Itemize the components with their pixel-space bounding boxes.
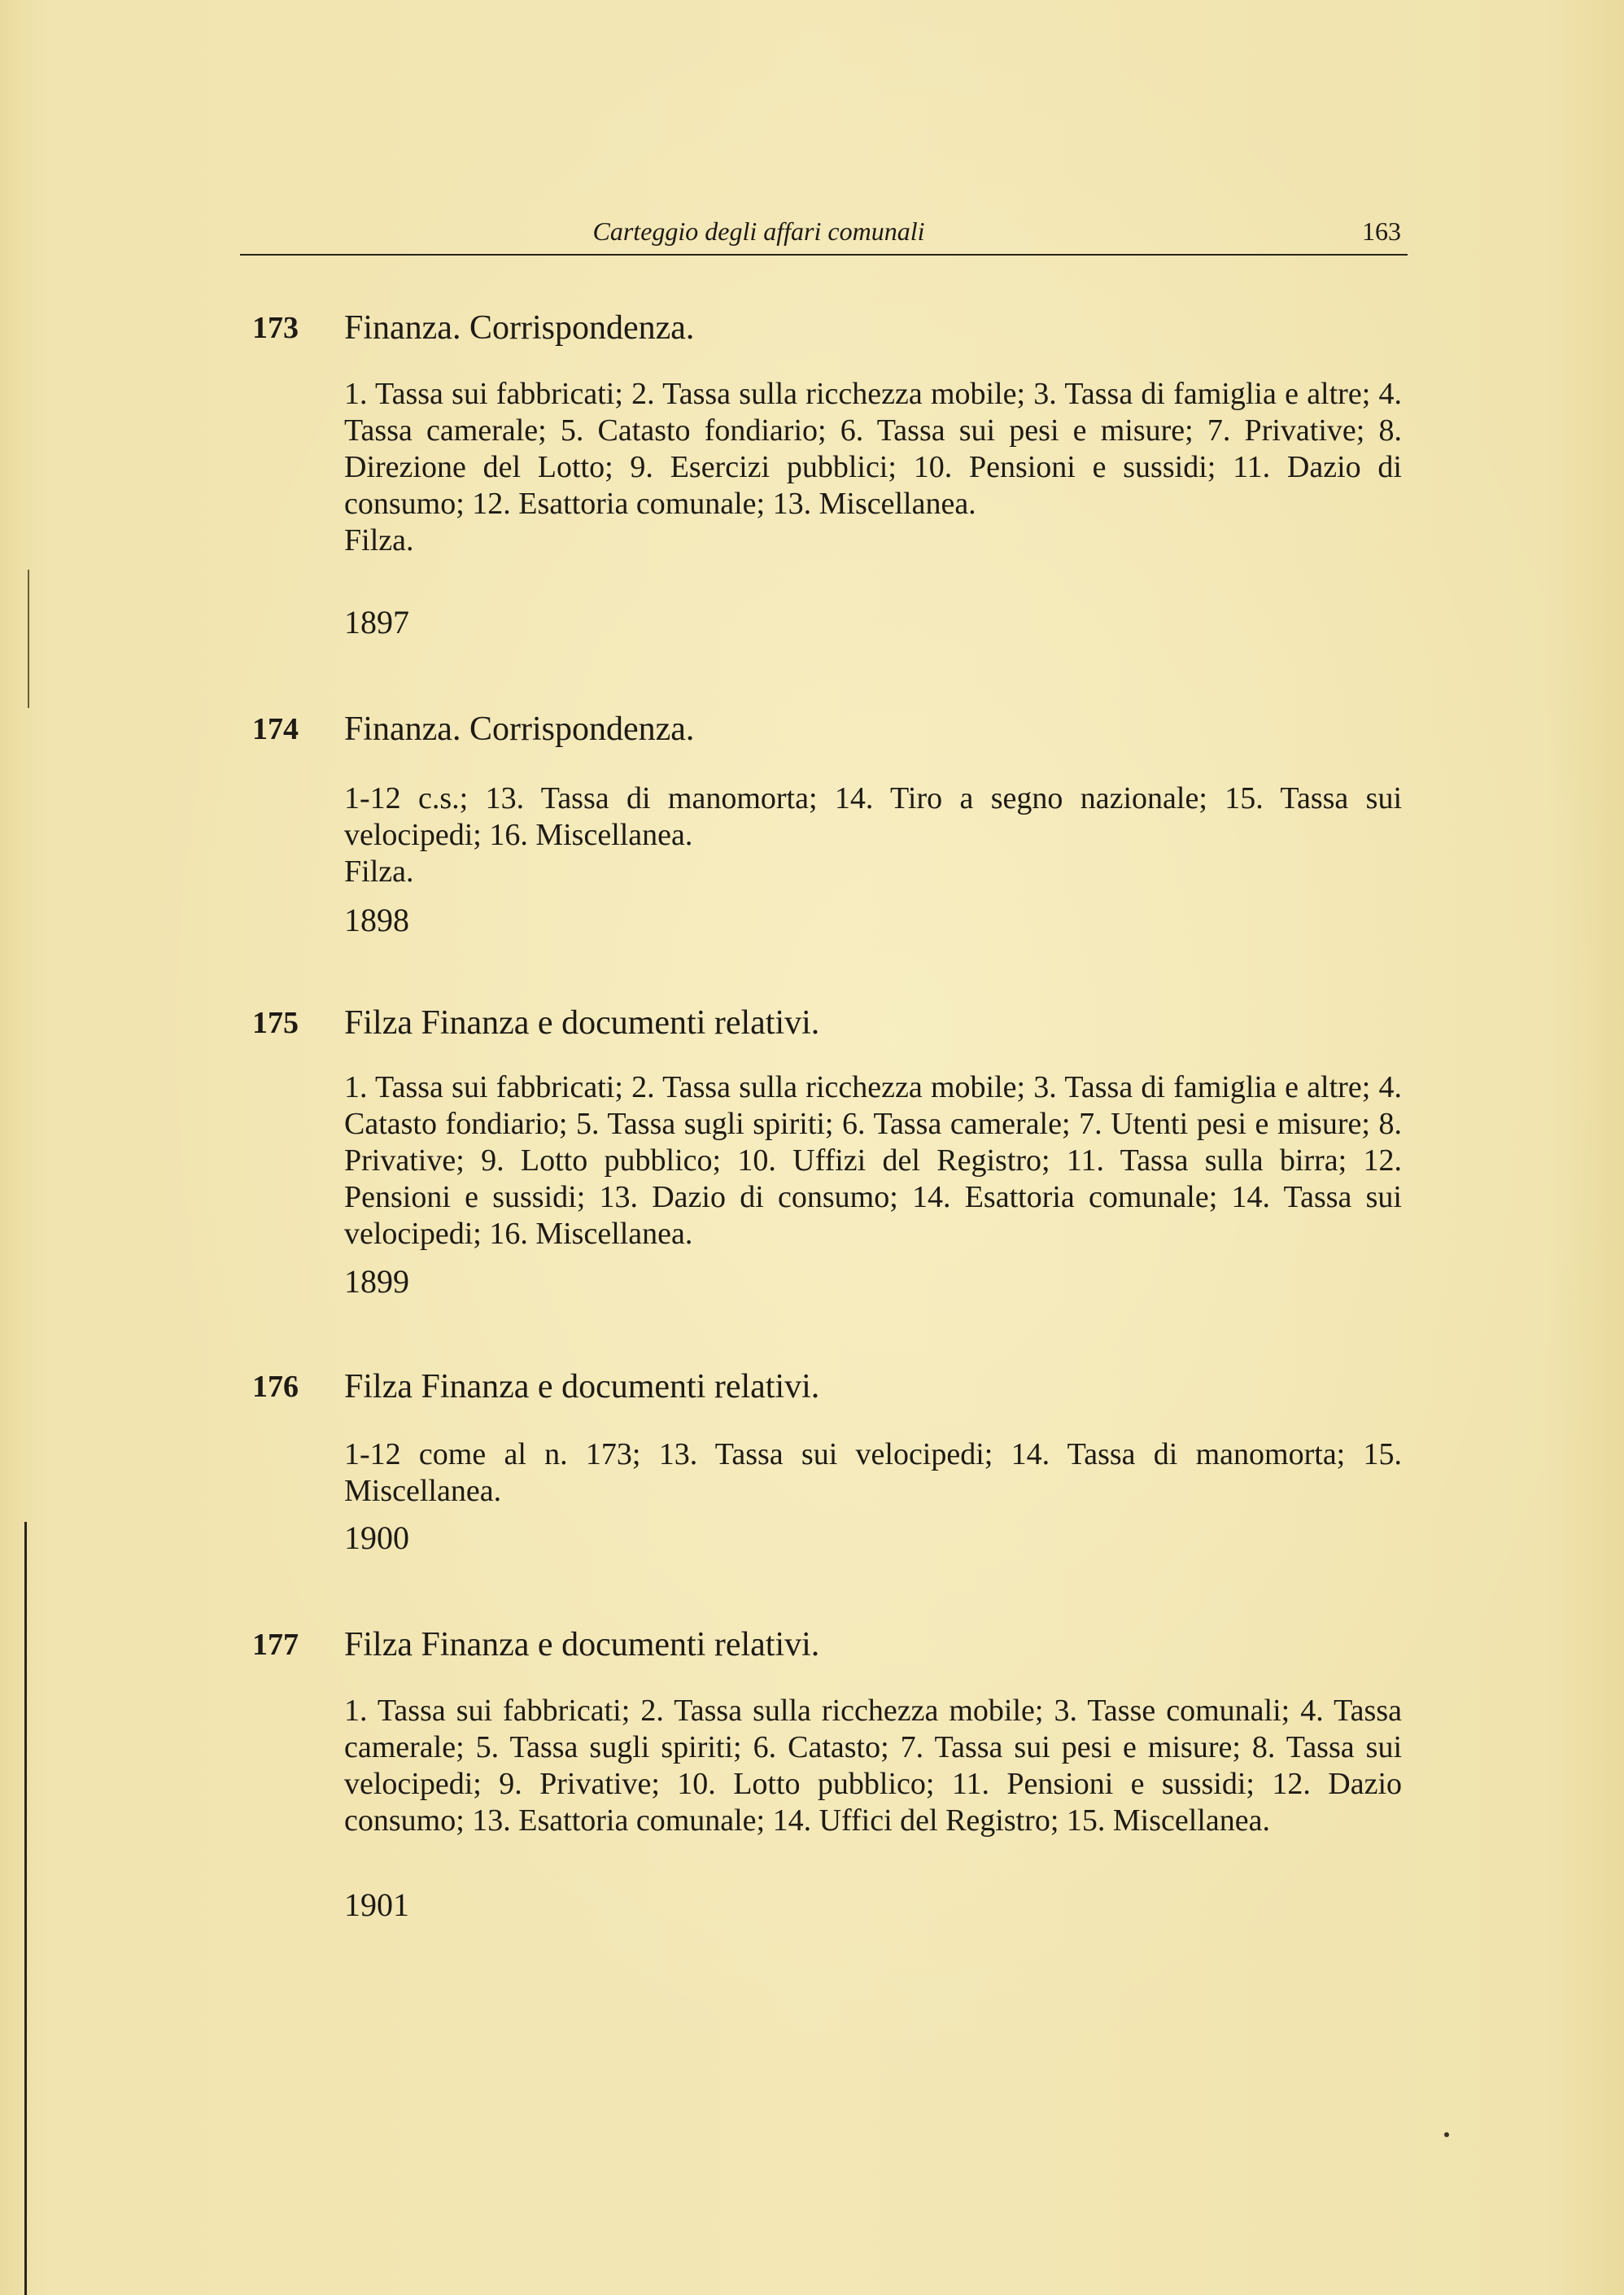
running-header: [240, 213, 1408, 256]
entry-number: 177: [252, 1628, 299, 1662]
description-text: 1. Tassa sui fabbricati; 2. Tassa sulla ricchezza mobile; 3. Tassa di famiglia e altre; 4. Tassa camerale; 5. Catasto fondiario; 6. Tassa sui pesi e misure; 7. Privative; 8. Direzione del Lotto; 9. Esercizi pubblici; 10. Pensioni e sussidi; 11. Dazio di consumo; 12. Esattoria comunale; 13. Miscellanea.: [344, 377, 1402, 521]
entry-title: Filza Finanza e documenti relativi.: [344, 1368, 820, 1405]
entry-number: 175: [252, 1006, 299, 1040]
entry-description: [344, 780, 1402, 890]
entry-description: [344, 1069, 1402, 1252]
entry-date: 1897: [344, 604, 409, 640]
entry-title: Finanza. Corrispondenza.: [344, 309, 695, 347]
entry-description: [344, 1436, 1402, 1510]
ink-speck: [1444, 2132, 1449, 2137]
entry-title: Filza Finanza e documenti relativi.: [344, 1626, 820, 1663]
entry-number: 173: [252, 311, 299, 345]
description-text: 1. Tassa sui fabbricati; 2. Tassa sulla ricchezza mobile; 3. Tasse comunali; 4. Tassa camerale; 5. Tassa sugli spiriti; 6. Catasto; 7. Tassa sui pesi e misure; 8. Tassa sui velocipedi; 9. Privative; 10. Lotto pubblico; 11. Pensioni e sussidi; 12. Dazio consumo; 13. Esattoria comunale; 14. Uffici del Registro; 15. Miscellanea.: [344, 1694, 1402, 1838]
entry-description: [344, 376, 1402, 559]
page-edge-mark: [28, 570, 29, 708]
entry-title: Finanza. Corrispondenza.: [344, 710, 695, 748]
unit-text: Filza.: [344, 855, 414, 889]
header-rule: [240, 254, 1408, 256]
entry-date: 1901: [344, 1886, 409, 1923]
page-edge-shadow: [24, 1522, 27, 2295]
entry-description: [344, 1693, 1402, 1839]
entry-title: Filza Finanza e documenti relativi.: [344, 1004, 820, 1042]
description-text: 1-12 c.s.; 13. Tassa di manomorta; 14. Tiro a segno nazionale; 15. Tassa sui velocipedi; 16. Miscellanea.: [344, 781, 1402, 852]
description-text: 1-12 come al n. 173; 13. Tassa sui velocipedi; 14. Tassa di manomorta; 15. Miscellanea.: [344, 1437, 1402, 1508]
page-number: 163: [1362, 216, 1401, 246]
header-title: Carteggio degli affari comunali: [592, 216, 925, 246]
unit-text: Filza.: [344, 523, 414, 557]
entry-date: 1900: [344, 1519, 409, 1556]
entry-date: 1898: [344, 902, 409, 938]
entry-number: 176: [252, 1370, 299, 1404]
entry-date: 1899: [344, 1263, 409, 1300]
description-text: 1. Tassa sui fabbricati; 2. Tassa sulla ricchezza mobile; 3. Tassa di famiglia e altre; 4. Catasto fondiario; 5. Tassa sugli spiriti; 6. Tassa camerale; 7. Utenti pesi e misure; 8. Privative; 9. Lotto pubblico; 10. Uffizi del Registro; 11. Tassa sulla birra; 12. Pensioni e sussidi; 13. Dazio di consumo; 14. Esattoria comunale; 14. Tassa sui velocipedi; 16. Miscellanea.: [344, 1070, 1402, 1251]
entry-number: 174: [252, 712, 299, 746]
